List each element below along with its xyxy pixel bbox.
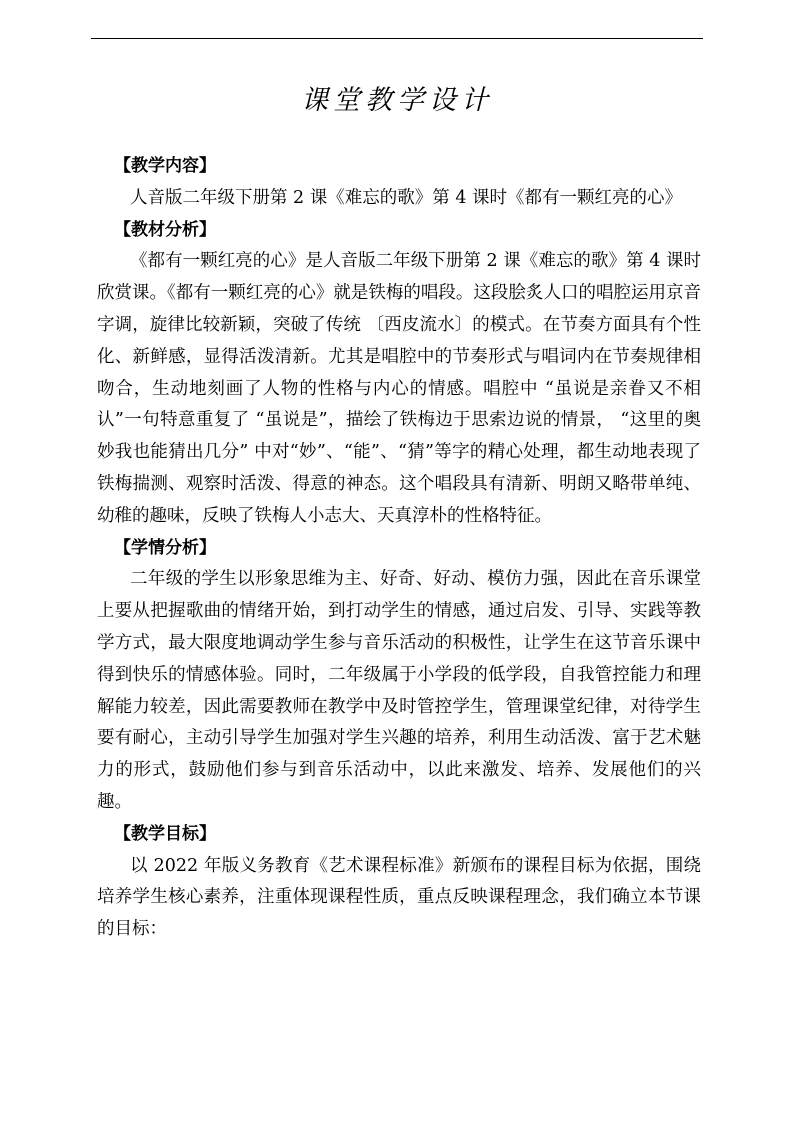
section-paragraph-student-analysis: 二年级的学生以形象思维为主、好奇、好动、模仿力强，因此在音乐课堂上要从把握歌曲的情绪开始，到打动学生的情感，通过启发、引导、实践等教学方式，最大限度地调动学生参与音乐活动的积极性，让学生在这节音乐课中得到快乐的情感体验。同时，二年级属于小学段的低学段，自我管控能力和理解能力较差，因此需要教师在教学中及时管控学生，管理课堂纪律，对待学生要有耐心，主动引导学生加强对学生兴趣的培养，利用生动活泼、富于艺术魅力的形式，鼓励他们参与到音乐活动中，以此来激发、培养、发展他们的兴趣。 <box>97 569 701 812</box>
section-heading-material-analysis: 【教材分析】 <box>114 219 216 240</box>
header-rule <box>91 38 703 39</box>
document-title: 课堂教学设计 <box>301 85 493 116</box>
section-heading-teaching-objectives: 【教学目标】 <box>114 823 216 844</box>
document-body <box>97 151 701 946</box>
section-paragraph-material-analysis: 《都有一颗红亮的心》是人音版二年级下册第 2 课《难忘的歌》第 4 课时欣赏课。《都有一颗红亮的心》就是铁梅的唱段。这段脍炙人口的唱腔运用京音字调，旋律比较新颖，突破了传统 〔西皮流水〕的模式。在节奏方面具有个性化、新鲜感，显得活泼清新。尤其是唱腔中的节奏形式与唱词内在节奏规律相吻合，生动地刻画了人物的性格与内心的情感。唱腔中 “虽说是亲眷又不相认”一句特意重复了 “虽说是”，描绘了铁梅边于思索边说的情景， “这里的奥妙我也能猜出几分” 中对“妙”、“能”、“猜”等字的精心处理，都生动地表现了铁梅揣测、观察时活泼、得意的神态。这个唱段具有清新、明朗又略带单纯、幼稚的趣味，反映了铁梅人小志大、天真淳朴的性格特征。 <box>97 251 701 526</box>
section-heading-teaching-content: 【教学内容】 <box>114 156 216 176</box>
section-heading-student-analysis: 【学情分析】 <box>114 537 216 558</box>
section-paragraph-teaching-content: 人音版二年级下册第 2 课《难忘的歌》第 4 课时《都有一颗红亮的心》 <box>130 187 683 208</box>
section-paragraph-teaching-objectives: 以 2022 年版义务教育《艺术课程标准》新颁布的课程目标为依据，围绕培养学生核心素养，注重体现课程性质，重点反映课程理念，我们确立本节课的目标： <box>97 855 701 940</box>
